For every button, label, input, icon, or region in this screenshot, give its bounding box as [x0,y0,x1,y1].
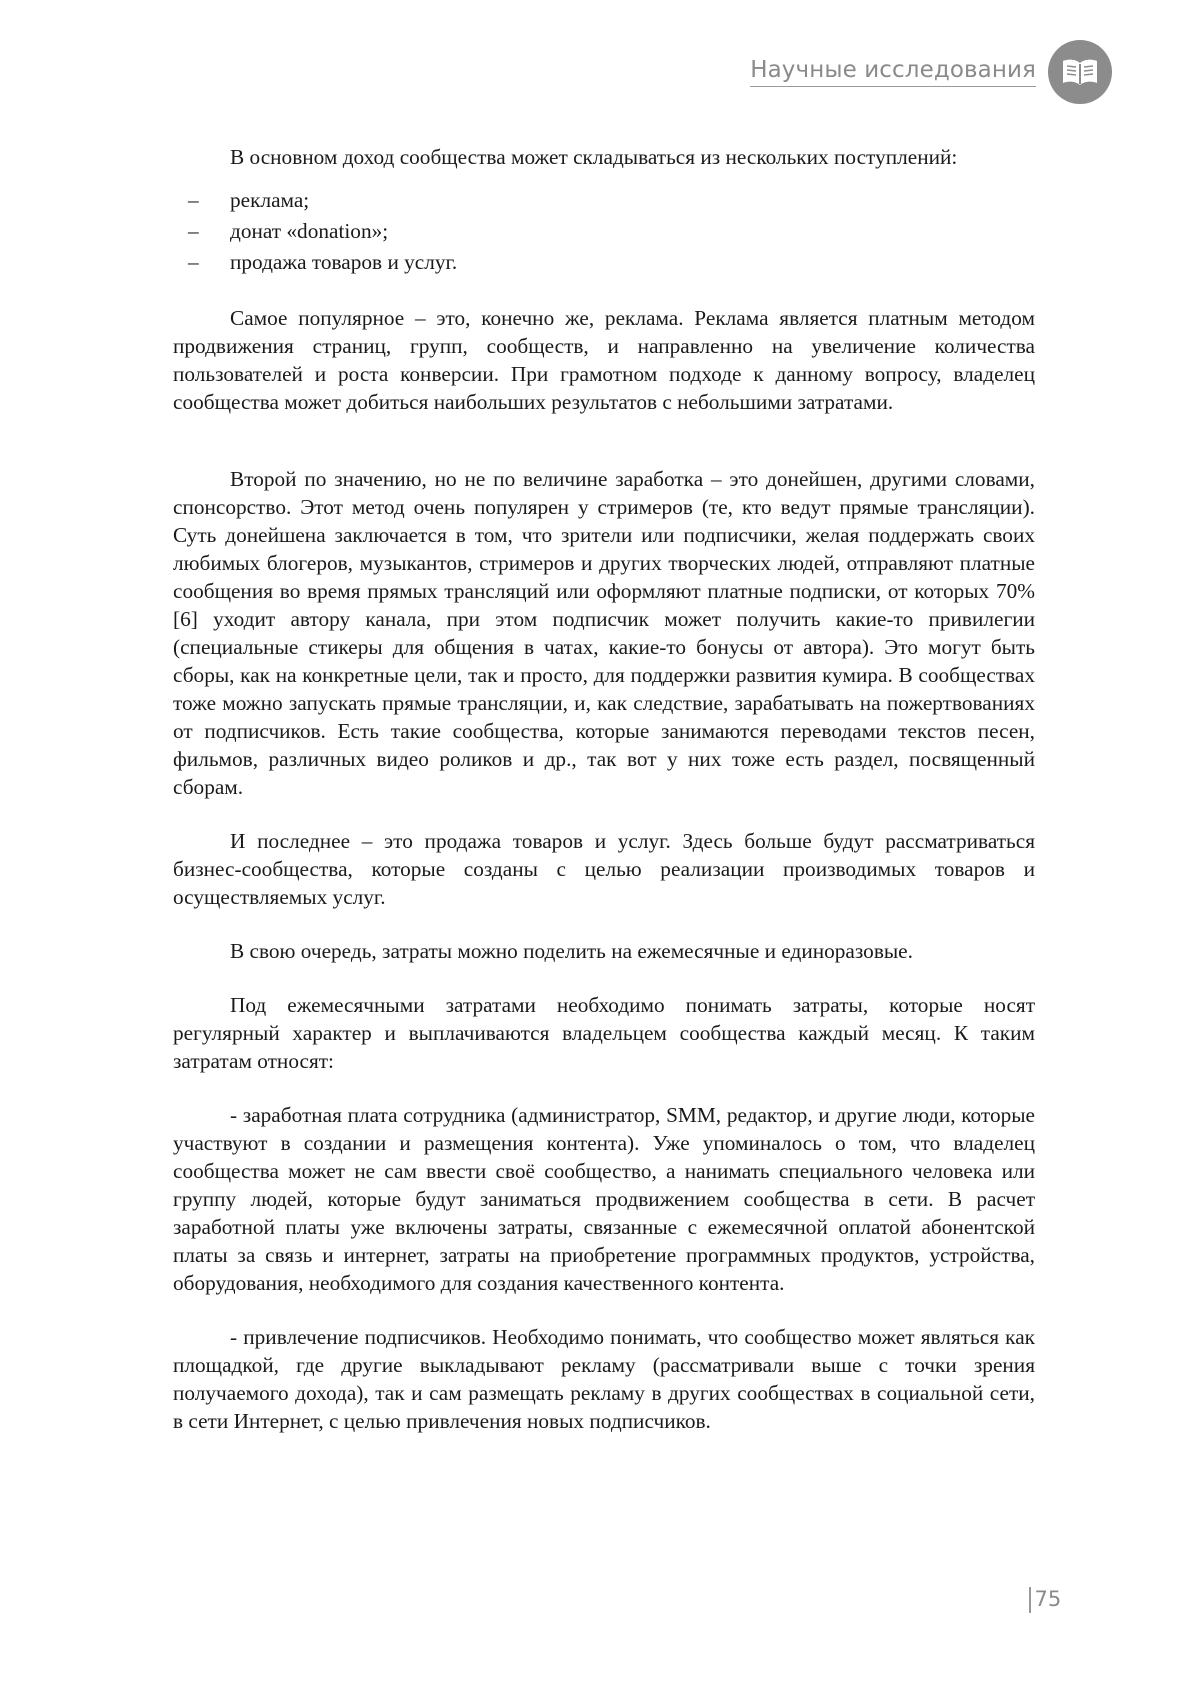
page-number-value: 75 [1034,1587,1062,1611]
paragraph-income-intro: В основном доход сообщества может складываться из нескольких поступлений: [230,145,958,169]
income-sources-list [173,185,1035,278]
paragraph-monthly-expenses: Под ежемесячными затратами необходимо понимать затраты, которые носят регулярный характер и выплачиваются владельцем сообщества каждый месяц. К таким затратам относят: [173,993,1035,1073]
section-title: Научные исследования [750,57,1036,87]
dash-marker: – [188,188,199,212]
list-item [173,247,1035,278]
page-number [1029,1587,1061,1613]
list-item [173,216,1035,247]
open-book-icon [1060,57,1100,87]
page-number-separator [1029,1587,1031,1613]
book-badge [1048,40,1112,104]
paragraph-subscribers: - привлечение подписчиков. Необходимо понимать, что сообщество может являться как площадкой, где другие выкладывают рекламу (рассматривали выше с точки зрения получаемого дохода), так и сам размещать рекламу в других сообществах в социальной сети, в сети Интернет, с целью привлечения новых подписчиков. [173,1325,1035,1433]
paragraph-donation: Второй по значению, но не по величине заработка – это донейшен, другими словами, спонсорство. Этот метод очень популярен у стримеров (те, кто ведут прямые трансляции). Суть донейшена заключается в том, что зрители или подписчики, желая поддержать своих любимых блогеров, музыкантов, стримеров и других творческих людей, отправляют платные сообщения во время прямых трансляций или оформляют платные подписки, от которых 70% [6] уходит автору канала, при этом подписчик может получить какие-то привилегии (специальные стикеры для общения в чатах, какие-то бонусы от автора). Это могут быть сборы, как на конкретные цели, так и просто, для поддержки развития кумира. В сообществах тоже можно запускать прямые трансляции, и, как следствие, зарабатывать на пожертвованиях от подписчиков. Есть такие сообщества, которые занимаются переводами текстов песен, фильмов, различных видео роликов и др., так вот у них тоже есть раздел, посвященный сборам. [173,467,1035,799]
paragraph-salary: - заработная плата сотрудника (администратор, SMM, редактор, и другие люди, которые участвуют в создании и размещения контента). Уже упоминалось о том, что владелец сообщества может не сам ввести своё сообщество, а нанимать специального человека или группу людей, которые будут заниматься продвижением сообщества в сети. В расчет заработной платы уже включены затраты, связанные с ежемесячной оплатой абонентской платы за связь и интернет, затраты на приобретение программных продуктов, устройства, оборудования, необходимого для создания качественного контента. [173,1103,1035,1295]
paragraph-advertising: Самое популярное – это, конечно же, реклама. Реклама является платным методом продвижения страниц, групп, сообществ, и направленно на увеличение количества пользователей и роста конверсии. При грамотном подходе к данному вопросу, владелец сообщества может добиться наибольших результатов с небольшими затратами. [173,306,1035,414]
list-item-text: реклама; [230,188,310,212]
list-item-text: продажа товаров и услуг. [230,250,458,274]
running-header [750,40,1112,104]
list-item [173,185,1035,216]
list-item-text: донат «donation»; [230,219,389,243]
dash-marker: – [188,250,199,274]
paragraph-sales: И последнее – это продажа товаров и услуг. Здесь больше будут рассматриваться бизнес-сообщества, которые созданы с целью реализации производимых товаров и осуществляемых услуг. [173,829,1035,909]
page-body [173,143,1035,1435]
paragraph-expenses-intro: В свою очередь, затраты можно поделить на ежемесячные и единоразовые. [230,939,913,963]
dash-marker: – [188,219,199,243]
